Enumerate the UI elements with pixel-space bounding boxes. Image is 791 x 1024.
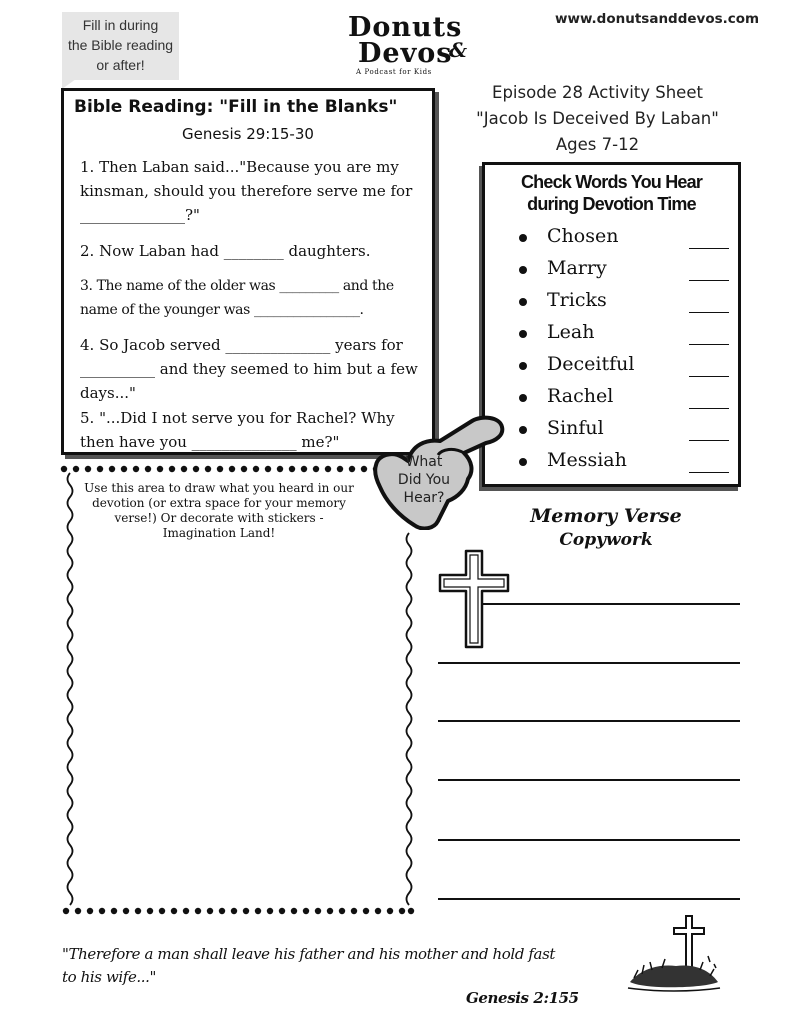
bullet-icon — [519, 234, 527, 242]
bullet-icon — [519, 426, 527, 434]
callout-line-1: Fill in during — [82, 17, 159, 33]
question-5: 5. "...Did I not serve you for Rachel? Why then have you ______________ me?" — [80, 409, 395, 451]
website-url: www.donutsanddevos.com — [555, 11, 760, 27]
check-blank[interactable] — [689, 248, 729, 249]
check-word-item — [519, 289, 735, 319]
bullet-icon — [519, 458, 527, 466]
memory-verse-reference: Genesis 2:155 — [466, 989, 579, 1007]
check-blank[interactable] — [689, 376, 729, 377]
memory-verse-subtitle: Copywork — [559, 530, 653, 550]
memory-verse-title: Memory Verse — [530, 505, 682, 527]
check-word-label: Rachel — [547, 385, 614, 407]
check-word-label: Sinful — [547, 417, 604, 439]
check-words-box — [482, 162, 741, 487]
episode-ages: Ages 7-12 — [555, 135, 640, 154]
check-word-item — [519, 353, 735, 383]
pointer-line-1: What — [405, 454, 443, 470]
logo-ampersand: & — [449, 38, 468, 62]
check-blank[interactable] — [689, 344, 729, 345]
what-did-you-hear-label — [396, 453, 452, 507]
logo-tagline: A Podcast for Kids — [356, 68, 432, 76]
logo-line-2: Devos — [358, 38, 453, 69]
check-blank[interactable] — [689, 312, 729, 313]
pointer-line-2: Did You — [397, 472, 451, 488]
check-word-item — [519, 257, 735, 287]
episode-title: "Jacob Is Deceived By Laban" — [476, 109, 719, 128]
copywork-line[interactable] — [438, 662, 740, 664]
bible-reading-reference: Genesis 29:15-30 — [182, 125, 314, 143]
logo-line-1: Donuts — [348, 12, 463, 43]
copywork-line[interactable] — [438, 898, 740, 900]
bullet-icon — [519, 394, 527, 402]
bible-reading-box — [61, 88, 435, 455]
bible-reading-title: Bible Reading: "Fill in the Blanks" — [74, 97, 398, 117]
check-word-label: Leah — [547, 321, 595, 343]
donuts-devos-logo — [346, 12, 476, 74]
check-blank[interactable] — [689, 408, 729, 409]
cross-icon — [438, 549, 512, 651]
check-words-title-line-2: during Devotion Time — [527, 194, 696, 214]
copywork-line[interactable] — [438, 779, 740, 781]
check-word-item — [519, 417, 735, 447]
pointer-line-3: Hear? — [403, 490, 445, 506]
copywork-line[interactable] — [438, 839, 740, 841]
check-word-item — [519, 225, 735, 255]
check-word-item — [519, 385, 735, 415]
question-3: 3. The name of the older was _________ and the name of the younger was ________________. — [80, 278, 394, 318]
check-word-item — [519, 449, 735, 479]
check-word-label: Tricks — [547, 289, 607, 311]
copywork-line[interactable] — [482, 603, 740, 605]
check-word-label: Chosen — [547, 225, 619, 247]
check-word-label: Messiah — [547, 449, 627, 471]
drawing-area-instructions: Use this area to draw what you heard in our devotion (or extra space for your memory verse!) Or decorate with stickers - Imagination Land! — [84, 481, 354, 540]
check-words-title-line-1: Check Words You Hear — [520, 172, 703, 192]
check-words-title — [485, 171, 738, 215]
check-word-label: Deceitful — [547, 353, 635, 375]
callout-line-2: the Bible reading — [67, 37, 174, 53]
check-word-label: Marry — [547, 257, 607, 279]
memory-verse-heading — [520, 504, 692, 552]
grave-cross-icon — [626, 912, 722, 994]
copywork-line[interactable] — [438, 720, 740, 722]
bullet-icon — [519, 330, 527, 338]
question-2: 2. Now Laban had ________ daughters. — [80, 242, 371, 260]
callout-note — [62, 12, 179, 80]
check-blank[interactable] — [689, 280, 729, 281]
episode-header — [470, 80, 725, 158]
bullet-icon — [519, 298, 527, 306]
episode-number: Episode 28 Activity Sheet — [492, 83, 703, 102]
bullet-icon — [519, 266, 527, 274]
question-4: 4. So Jacob served ______________ years for __________ and they seemed to him but a few days..." — [80, 336, 418, 402]
check-blank[interactable] — [689, 472, 729, 473]
check-blank[interactable] — [689, 440, 729, 441]
check-word-item — [519, 321, 735, 351]
callout-line-3: or after! — [96, 57, 145, 73]
question-1: 1. Then Laban said..."Because you are my kinsman, should you therefore serve me for ______________?" — [80, 158, 413, 224]
bullet-icon — [519, 362, 527, 370]
memory-verse-text: "Therefore a man shall leave his father and his mother and hold fast to his wife..." — [62, 945, 556, 986]
